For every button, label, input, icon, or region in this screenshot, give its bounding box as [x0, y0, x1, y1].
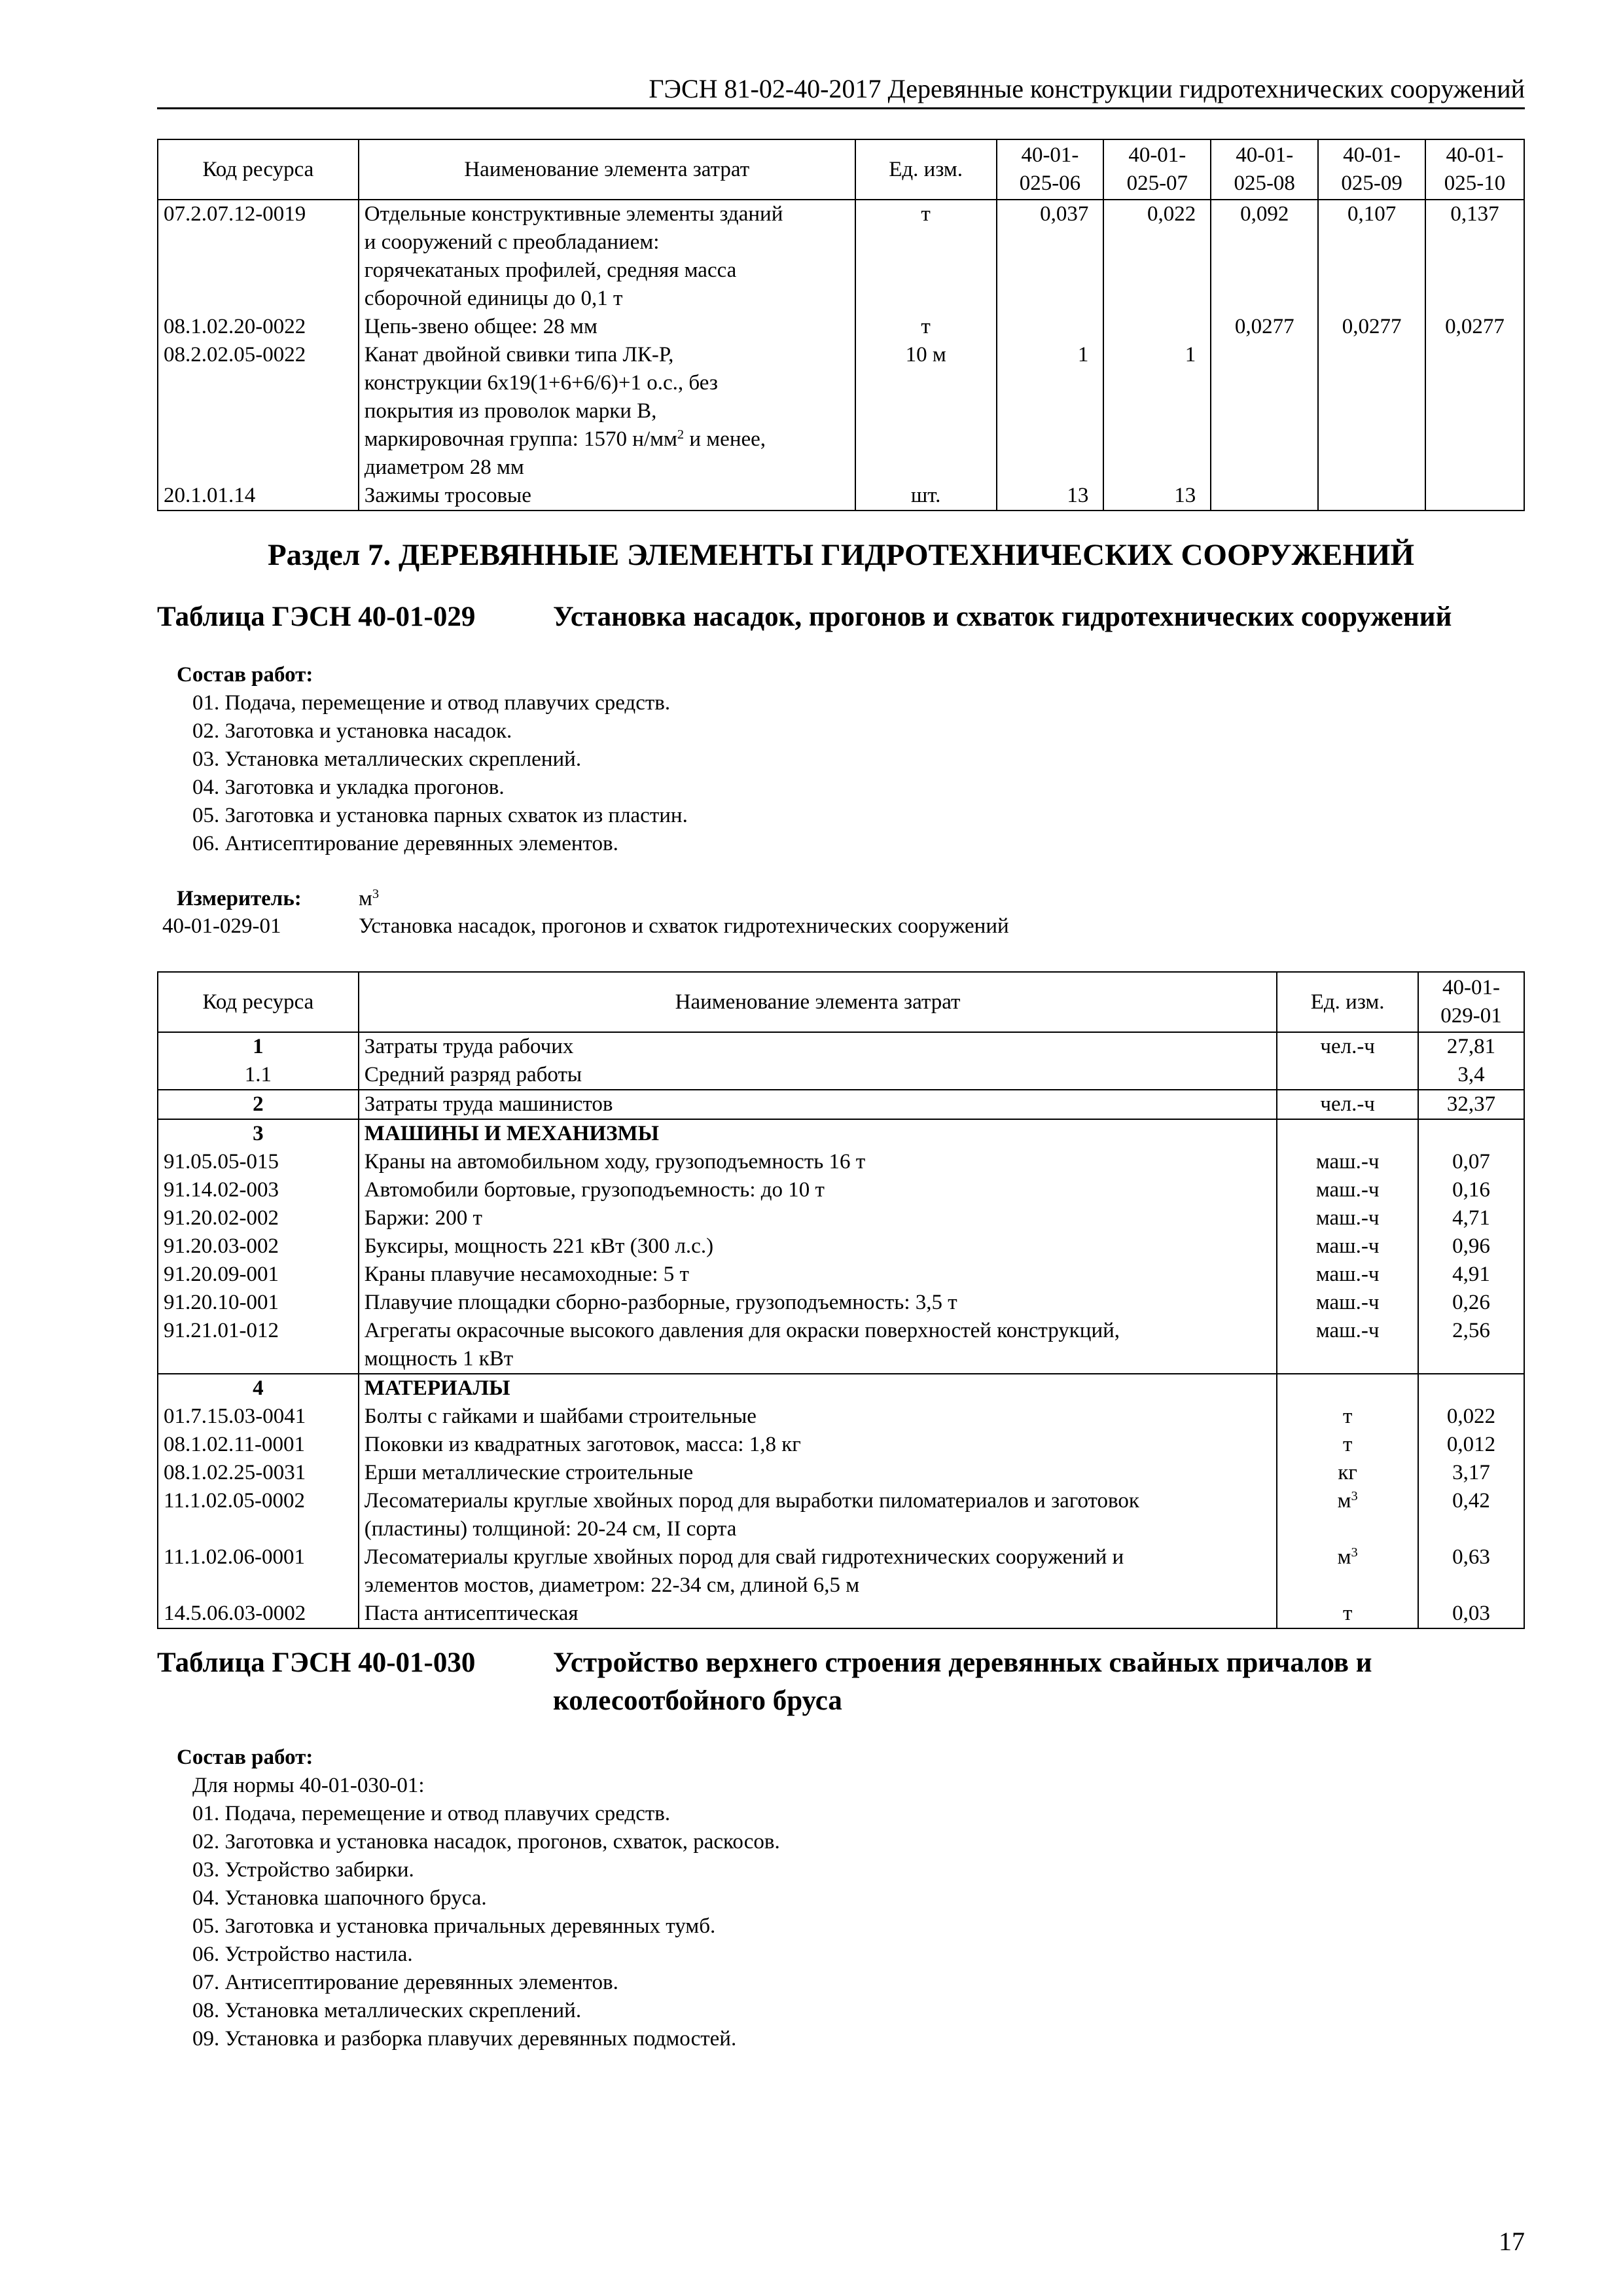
table-row — [158, 1176, 1524, 1204]
resource-code: 91.20.09-001 — [158, 1261, 359, 1289]
resource-code: 91.20.10-001 — [158, 1289, 359, 1317]
resource-unit: шт. — [855, 482, 997, 511]
table-row — [158, 1204, 1524, 1232]
resource-unit: т — [855, 313, 997, 341]
resource-value — [1103, 313, 1211, 341]
table-row — [158, 1459, 1524, 1487]
work-items — [177, 1800, 780, 2053]
col-header-norm: 40-01- 025-07 — [1103, 139, 1211, 200]
page-number: 17 — [1499, 2227, 1525, 2256]
resource-name: Цепь-звено общее: 28 мм — [359, 313, 855, 341]
table-row — [158, 1232, 1524, 1261]
norm-resource-table — [157, 971, 1525, 1629]
norm-intro: Для нормы 40-01-030-01: — [192, 1774, 425, 1797]
work-item: 08. Установка металлических скреплений. — [192, 1999, 582, 2022]
resource-value: 0,107 — [1318, 200, 1425, 313]
table-row — [158, 1061, 1524, 1090]
resource-value: 2,56 — [1418, 1317, 1524, 1374]
resource-unit: 10 м — [855, 341, 997, 482]
table-row — [158, 1487, 1524, 1543]
resource-name: Болты с гайками и шайбами строительные — [359, 1403, 1277, 1431]
work-item: 02. Заготовка и установка насадок, прогонов, схваток, раскосов. — [192, 1830, 780, 1854]
table-row — [158, 1032, 1524, 1061]
col-header-name: Наименование элемента затрат — [359, 972, 1277, 1032]
table-row — [158, 200, 1524, 313]
work-list-030 — [177, 1744, 780, 2053]
resource-name: Краны плавучие несамоходные: 5 т — [359, 1261, 1277, 1289]
resource-value — [1318, 482, 1425, 511]
resource-value — [1211, 482, 1318, 511]
table-row — [158, 341, 1524, 482]
section-title: Раздел 7. ДЕРЕВЯННЫЕ ЭЛЕМЕНТЫ ГИДРОТЕХНИЧЕСКИХ СООРУЖЕНИЙ — [267, 538, 1415, 572]
table-row — [158, 1374, 1524, 1403]
work-item: 05. Заготовка и установка парных схваток из пластин. — [192, 804, 688, 827]
resource-value: 0,03 — [1418, 1600, 1524, 1628]
table-row — [158, 482, 1524, 511]
resource-value: 0,96 — [1418, 1232, 1524, 1261]
resource-unit: т — [1277, 1403, 1418, 1431]
resource-name: Затраты труда машинистов — [359, 1090, 1277, 1119]
col-header-norm: 40-01- 025-08 — [1211, 139, 1318, 200]
resource-value: 13 — [997, 482, 1104, 511]
col-header-unit: Ед. изм. — [1277, 972, 1418, 1032]
resource-name: Автомобили бортовые, грузоподъемность: до 10 т — [359, 1176, 1277, 1204]
resource-value: 0,0277 — [1211, 313, 1318, 341]
resource-unit: $м^3$ — [1277, 1543, 1418, 1600]
resource-name: Краны на автомобильном ходу, грузоподъемность 16 т — [359, 1148, 1277, 1176]
resource-code: 01.7.15.03-0041 — [158, 1403, 359, 1431]
top-table-header-row — [158, 139, 1524, 200]
col-header-name: Наименование элемента затрат — [359, 139, 855, 200]
resource-name: Ерши металлические строительные — [359, 1459, 1277, 1487]
resource-unit: маш.-ч — [1277, 1261, 1418, 1289]
resource-value — [1425, 341, 1524, 482]
resource-name: Паста антисептическая — [359, 1600, 1277, 1628]
resource-unit: $м^3$ — [1277, 1487, 1418, 1543]
resource-value — [1318, 341, 1425, 482]
resource-code: 91.20.03-002 — [158, 1232, 359, 1261]
resource-unit: маш.-ч — [1277, 1232, 1418, 1261]
work-item: 05. Заготовка и установка причальных деревянных тумб. — [192, 1914, 716, 1938]
resource-code: 1.1 — [158, 1061, 359, 1090]
resource-code: 08.1.02.11-0001 — [158, 1431, 359, 1459]
col-header-unit: Ед. изм. — [855, 139, 997, 200]
resource-value — [1211, 341, 1318, 482]
meter-unit: $м^3$ — [359, 886, 380, 910]
work-items — [177, 689, 688, 858]
resource-value: 1 — [997, 341, 1104, 482]
resource-value: 3,17 — [1418, 1459, 1524, 1487]
meter-label: Измеритель: — [177, 887, 302, 910]
resource-value: 0,0277 — [1425, 313, 1524, 341]
resource-unit — [1277, 1374, 1418, 1403]
table-030-code: Таблица ГЭСН 40-01-030 — [157, 1647, 476, 1678]
resource-name: Плавучие площадки сборно-разборные, грузоподъемность: 3,5 т — [359, 1289, 1277, 1317]
col-header-code: Код ресурса — [158, 139, 359, 200]
resource-unit: т — [1277, 1600, 1418, 1628]
resource-unit: маш.-ч — [1277, 1148, 1418, 1176]
resource-value: 3,4 — [1418, 1061, 1524, 1090]
resource-unit: маш.-ч — [1277, 1289, 1418, 1317]
resource-code: 07.2.07.12-0019 — [158, 200, 359, 313]
table-row — [158, 313, 1524, 341]
table-row — [158, 1600, 1524, 1628]
running-header: ГЭСН 81-02-40-2017 Деревянные конструкции гидротехнических сооружений — [649, 74, 1525, 103]
header-rule — [157, 107, 1525, 109]
resource-code: 08.1.02.25-0031 — [158, 1459, 359, 1487]
col-header-code: Код ресурса — [158, 972, 359, 1032]
resource-code: 14.5.06.03-0002 — [158, 1600, 359, 1628]
resource-name: Лесоматериалы круглые хвойных пород для выработки пиломатериалов и заготовок (пластины) толщиной: 20-24 см, II сорта — [359, 1487, 1277, 1543]
col-header-norm: 40-01- 025-10 — [1425, 139, 1524, 200]
table-row — [158, 1543, 1524, 1600]
resource-value: 0,092 — [1211, 200, 1318, 313]
table-row — [158, 1148, 1524, 1176]
resource-name: Отдельные конструктивные элементы зданий и сооружений с преобладанием: горячекатаных профилей, средняя масса сборочной единицы до 0,1 т — [359, 200, 855, 313]
resource-unit: маш.-ч — [1277, 1176, 1418, 1204]
resource-value: 0,63 — [1418, 1543, 1524, 1600]
resource-value: 0,022 — [1103, 200, 1211, 313]
resource-value: 0,26 — [1418, 1289, 1524, 1317]
table-030-title: Устройство верхнего строения деревянных свайных причалов и колесоотбойного бруса — [553, 1647, 1372, 1716]
group-heading: МАШИНЫ И МЕХАНИЗМЫ — [359, 1119, 1277, 1148]
resource-value: 0,037 — [997, 200, 1104, 313]
resource-value: 13 — [1103, 482, 1211, 511]
resource-name: Канат двойной свивки типа ЛК-Р, конструкции 6х19(1+6+6/6)+1 о.с., без покрытия из проволок марки В, маркировочная группа: 1570 $н/мм^2$ и менее, диаметром 28 мм — [359, 341, 855, 482]
work-item: 01. Подача, перемещение и отвод плавучих средств. — [192, 691, 671, 715]
resource-value: 0,16 — [1418, 1176, 1524, 1204]
work-item: 01. Подача, перемещение и отвод плавучих средств. — [192, 1802, 671, 1825]
resource-value: 27,81 — [1418, 1032, 1524, 1061]
table-row — [158, 1317, 1524, 1374]
work-item: 03. Установка металлических скреплений. — [192, 747, 582, 771]
resource-value: 0,012 — [1418, 1431, 1524, 1459]
resource-code: 91.05.05-015 — [158, 1148, 359, 1176]
resource-value — [1418, 1374, 1524, 1403]
resource-name: Зажимы тросовые — [359, 482, 855, 511]
work-item: 04. Заготовка и укладка прогонов. — [192, 776, 505, 799]
resource-name: Поковки из квадратных заготовок, масса: 1,8 кг — [359, 1431, 1277, 1459]
resource-code: 4 — [158, 1374, 359, 1403]
resource-name: Лесоматериалы круглые хвойных пород для свай гидротехнических сооружений и элементов мостов, диаметром: 22-34 см, длиной 6,5 м — [359, 1543, 1277, 1600]
resource-code: 11.1.02.06-0001 — [158, 1543, 359, 1600]
resource-unit: т — [855, 200, 997, 313]
norm-code: 40-01-029-01 — [162, 914, 281, 938]
resource-name: Буксиры, мощность 221 кВт (300 л.с.) — [359, 1232, 1277, 1261]
resource-unit: чел.-ч — [1277, 1090, 1418, 1119]
resource-code: 20.1.01.14 — [158, 482, 359, 511]
table-029-title: Установка насадок, прогонов и схваток гидротехнических сооружений — [553, 601, 1452, 632]
resource-value: 0,42 — [1418, 1487, 1524, 1543]
top-resource-table — [157, 139, 1525, 511]
resource-value — [997, 313, 1104, 341]
work-list-029 — [177, 661, 688, 858]
resource-code: 08.1.02.20-0022 — [158, 313, 359, 341]
resource-value — [1425, 482, 1524, 511]
col-header-norm: 40-01- 029-01 — [1418, 972, 1524, 1032]
table-row — [158, 1431, 1524, 1459]
work-item: 04. Установка шапочного бруса. — [192, 1886, 487, 1910]
resource-unit: чел.-ч — [1277, 1032, 1418, 1061]
work-item: 02. Заготовка и установка насадок. — [192, 719, 512, 743]
resource-unit: маш.-ч — [1277, 1204, 1418, 1232]
resource-unit — [1277, 1119, 1418, 1148]
resource-value: 32,37 — [1418, 1090, 1524, 1119]
col-header-norm: 40-01- 025-09 — [1318, 139, 1425, 200]
table-row — [158, 1289, 1524, 1317]
work-item: 03. Устройство забирки. — [192, 1858, 414, 1882]
resource-code: 91.20.02-002 — [158, 1204, 359, 1232]
resource-value — [1418, 1119, 1524, 1148]
resource-code: 3 — [158, 1119, 359, 1148]
table-row — [158, 1403, 1524, 1431]
resource-code: 11.1.02.05-0002 — [158, 1487, 359, 1543]
norm-table-header-row — [158, 972, 1524, 1032]
resource-code: 2 — [158, 1090, 359, 1119]
resource-name: Баржи: 200 т — [359, 1204, 1277, 1232]
resource-value: 0,022 — [1418, 1403, 1524, 1431]
resource-unit: маш.-ч — [1277, 1317, 1418, 1374]
resource-name: Средний разряд работы — [359, 1061, 1277, 1090]
resource-value: 0,07 — [1418, 1148, 1524, 1176]
work-item: 07. Антисептирование деревянных элементов. — [192, 1971, 618, 1994]
table-029-code: Таблица ГЭСН 40-01-029 — [157, 601, 476, 632]
resource-value: 4,71 — [1418, 1204, 1524, 1232]
norm-name: Установка насадок, прогонов и схваток гидротехнических сооружений — [359, 914, 1009, 938]
resource-value: 0,137 — [1425, 200, 1524, 313]
resource-code: 91.21.01-012 — [158, 1317, 359, 1374]
group-heading: МАТЕРИАЛЫ — [359, 1374, 1277, 1403]
resource-code: 08.2.02.05-0022 — [158, 341, 359, 482]
table-row — [158, 1119, 1524, 1148]
work-item: 09. Установка и разборка плавучих деревянных подмостей. — [192, 2027, 737, 2051]
resource-unit — [1277, 1061, 1418, 1090]
table-row — [158, 1090, 1524, 1119]
resource-value: 1 — [1103, 341, 1211, 482]
resource-unit: т — [1277, 1431, 1418, 1459]
resource-code: 91.14.02-003 — [158, 1176, 359, 1204]
work-label: Состав работ: — [177, 1746, 313, 1769]
resource-code: 1 — [158, 1032, 359, 1061]
table-row — [158, 1261, 1524, 1289]
resource-name: Затраты труда рабочих — [359, 1032, 1277, 1061]
work-item: 06. Антисептирование деревянных элементов. — [192, 832, 618, 855]
work-item: 06. Устройство настила. — [192, 1943, 413, 1966]
resource-unit: кг — [1277, 1459, 1418, 1487]
resource-name: Агрегаты окрасочные высокого давления для окраски поверхностей конструкций, мощность 1 кВт — [359, 1317, 1277, 1374]
col-header-norm: 40-01- 025-06 — [997, 139, 1104, 200]
resource-value: 0,0277 — [1318, 313, 1425, 341]
work-label: Состав работ: — [177, 663, 313, 687]
resource-value: 4,91 — [1418, 1261, 1524, 1289]
